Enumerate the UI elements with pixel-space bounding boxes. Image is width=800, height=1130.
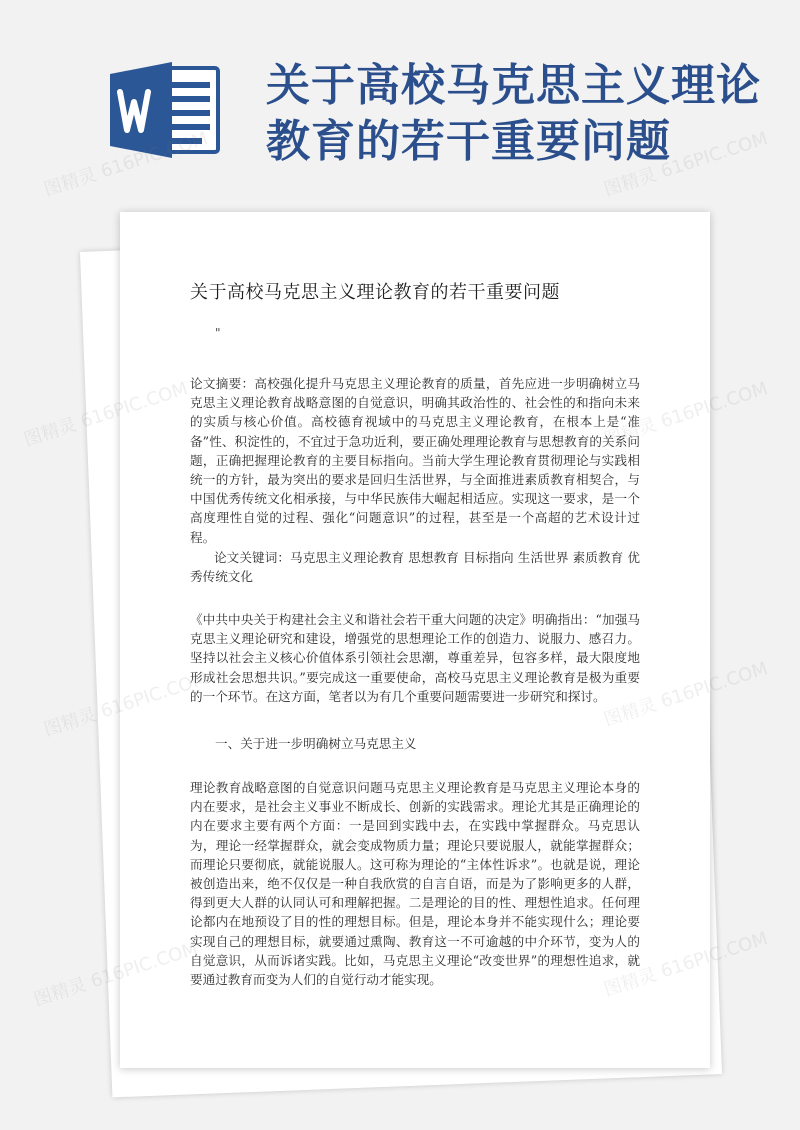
watermark: 图精灵	[31, 974, 90, 1011]
keywords-paragraph: 论文关键词：马克思主义理论教育 思想教育 目标指向 生活世界 素质教育 优秀传统文化	[190, 550, 640, 585]
quote-mark: "	[215, 326, 221, 340]
watermark: 图精灵	[21, 414, 80, 451]
decision-paragraph: 《中共中央关于构建社会主义和谐社会若干重大问题的决定》明确指出：“加强马克思主义理论研究和建设，增强党的思想理论工作的创造力、说服力、感召力。坚持以社会主义核心价值体系引领社会思潮，尊重差异，包容多样，最大限度地形成社会思想共识。”要完成这一重要使命，高校马克思主义理论教育是极为重要的一个环节。在这方面，笔者以为有几个重要问题需要进一步研究和探讨。	[190, 612, 640, 704]
header	[0, 0, 800, 200]
watermark: 图精灵	[41, 704, 100, 741]
word-document-icon	[110, 62, 222, 158]
body-paragraph: 理论教育战略意图的自觉意识问题马克思主义理论教育是马克思主义理论本身的内在要求，是社会主义事业不断成长、创新的实践需求。理论尤其是正确理论的内在要求主要有两个方面：一是回到实践中去，在实践中掌握群众。马克思认为，理论一经掌握群众，就会变成物质力量；理论只要说服人，就能掌握群众；而理论只要彻底，就能说服人。这可称为理论的“主体性诉求”。也就是说，理论被创造出来，绝不仅仅是一种自我欣赏的自言自语，而是为了影响更多的人群，得到更大人群的认同认可和理解把握。二是理论的目的性、理想性追求。任何理论都内在地预设了目的性的理想目标。但是，理论本身并不能实现什么；理论要实现自己的理想目标，就要通过熏陶、教育这一不可逾越的中介环节，变为人的自觉意识，从而诉诸实践。比如，马克思主义理论“改变世界”的理想性追求，就要通过教育而变为人们的自觉行动才能实现。	[190, 780, 640, 988]
watermark: 图精灵 616PIC.COM	[601, 128, 771, 201]
header-title: 关于高校马克思主义理论教育的若干重要问题	[266, 60, 761, 167]
section-heading: 一、关于进一步明确树立马克思主义	[215, 736, 417, 751]
document-title: 关于高校马克思主义理论教育的若干重要问题	[190, 282, 560, 303]
watermark: 616PIC.COM	[658, 378, 771, 433]
abstract-paragraph: 论文摘要：高校强化提升马克思主义理论教育的质量，首先应进一步明确树立马克思主义理论教育战略意图的自觉意识，明确其政治性的、社会性的和指向未来的实质与核心价值。高校德育视域中的马克思主义理论教育，在根本上是“准备”性、积淀性的，不宜过于急功近利，要正确处理理论教育与思想教育的关系问题，正确把握理论教育的主要目标指向。当前大学生理论教育贯彻理论与实践相统一的方针，最为突出的要求是回归生活世界，与全面推进素质教育相契合，与中国优秀传统文化相承接，与中华民族伟大崛起相适应。实现这一要求，是一个高度理性自觉的过程、强化“问题意识”的过程，甚至是一个高超的艺术设计过程。	[190, 376, 640, 545]
watermark: 616PIC.COM	[658, 658, 771, 713]
document-page	[120, 212, 710, 1068]
watermark: 图精灵 616PIC.COM	[41, 128, 211, 201]
